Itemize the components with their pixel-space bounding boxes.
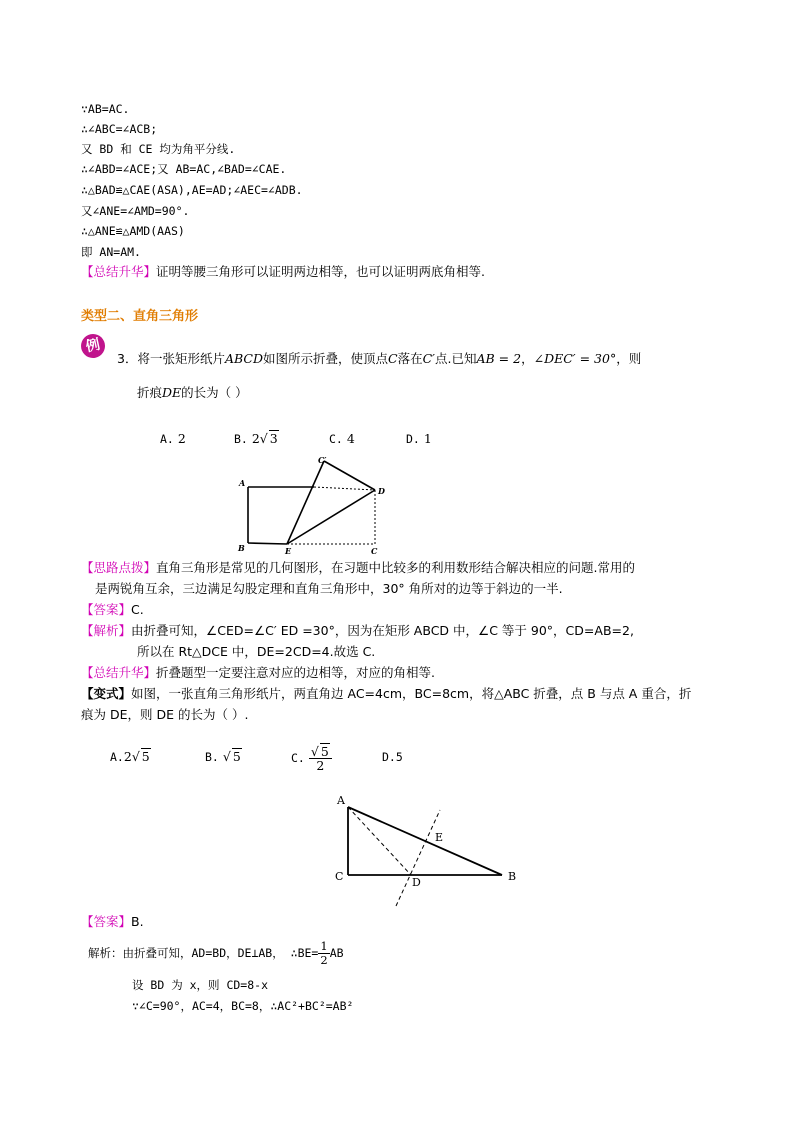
option-a — [160, 431, 186, 447]
edge-c-prime-d — [324, 461, 375, 490]
summary-text: 折叠题型一定要注意对应的边相等，对应的角相等. — [156, 665, 435, 680]
figure-folded-rectangle — [230, 452, 390, 560]
label-b: B — [238, 543, 245, 553]
option-value: 2 — [251, 431, 260, 446]
answer-tag: 【答案】 — [81, 602, 132, 617]
fold-line-de — [396, 810, 440, 906]
option-value: 2 — [177, 431, 186, 446]
edge-ad-dashed — [314, 487, 375, 490]
option-radicand: 5 — [232, 749, 241, 764]
proof-line: ∴△ANE≌△AMD(AAS) — [81, 224, 185, 238]
edge-ec-prime — [287, 461, 324, 544]
proof-line: ∴∠ABD=∠ACE;又 AB=AC,∠BAD=∠CAE. — [81, 162, 287, 176]
proof-line: 又∠ANE=∠AMD=90°. — [81, 204, 190, 218]
fraction-numerator: 1 — [320, 939, 328, 953]
proof-line: 又 BD 和 CE 均为角平分线. — [81, 142, 236, 156]
explanation-tag: 【解析】 — [81, 623, 132, 638]
label-e: E — [435, 831, 444, 844]
label-c: C — [371, 546, 378, 556]
label-b: B — [508, 870, 517, 883]
answer-text: C. — [131, 602, 144, 617]
option-coefficient: 2 — [123, 749, 132, 764]
option-label: A. — [160, 432, 174, 446]
question-number: 3． — [117, 351, 138, 366]
question-text: 落在 — [397, 351, 423, 366]
variant-paragraph — [81, 686, 691, 702]
option-c — [329, 431, 355, 447]
proof-line: ∴∠ABC=∠ACB; — [81, 122, 158, 136]
segment-ad — [348, 807, 411, 875]
variant-option-d — [382, 749, 403, 765]
question-text: 将一张矩形纸片 — [137, 351, 225, 366]
hint-text: 直角三角形是常见的几何图形，在习题中比较多的利用数形结合解决相应的问题.常用的 — [156, 560, 635, 575]
variant-option-a: A.2√ 5 — [110, 749, 150, 764]
solution-line-2: 设 BD 为 x，则 CD=8-x — [132, 978, 269, 992]
math-expr: AB = 2 — [476, 351, 522, 366]
solution-line-1 — [88, 936, 344, 970]
answer-paragraph — [81, 602, 144, 618]
option-value: 4 — [346, 431, 355, 446]
answer-tag: 【答案】 — [81, 914, 132, 929]
question-3-line-2 — [137, 385, 248, 401]
edge-be — [248, 543, 287, 544]
option-value: 5 — [395, 750, 403, 764]
summary-paragraph-2 — [81, 665, 435, 681]
option-value: 1 — [423, 431, 432, 446]
label-c-prime: C′ — [318, 455, 327, 465]
math-var: C — [388, 351, 398, 366]
proof-line: ∴△BAD≌△CAE(ASA),AE=AD;∠AEC=∠ADB. — [81, 183, 303, 197]
label-e: E — [285, 546, 292, 556]
question-text: 如图所示折叠，使顶点 — [263, 351, 389, 366]
variant-option-c — [291, 741, 332, 775]
math-expr: ∠DEC′ = 30° — [533, 351, 617, 366]
option-radicand: 5 — [141, 749, 150, 764]
option-label: B. — [205, 750, 219, 764]
hint-paragraph — [81, 560, 635, 576]
variant-option-b: B. √ 5 — [205, 749, 241, 764]
fraction-denominator: 2 — [320, 953, 328, 967]
summary-paragraph — [81, 264, 485, 280]
math-var: DE — [162, 385, 182, 400]
hint-line-2: 是两锐角互余，三边满足勾股定理和直角三角形中，30° 角所对的边等于斜边的一半. — [95, 581, 563, 596]
variant-tag: 【变式】 — [81, 686, 132, 701]
label-d: D — [378, 486, 385, 496]
option-label: D. — [406, 432, 420, 446]
summary-tag: 【总结升华】 — [81, 665, 157, 680]
variant-text: 如图，一张直角三角形纸片，两直角边 AC=4cm，BC=8cm，将△ABC 折叠，点 B 与点 A 重合，折 — [131, 686, 692, 701]
variant-line-2: 痕为 DE，则 DE 的长为（ ）. — [81, 707, 249, 722]
question-text: ， — [521, 351, 534, 366]
answer-text: B. — [131, 914, 144, 929]
option-label: A. — [110, 750, 124, 764]
proof-line: ∵AB=AC. — [81, 102, 130, 116]
explanation-line-2: 所以在 Rt△DCE 中，DE=2CD=4.故选 C. — [137, 644, 376, 659]
fold-line-de — [287, 490, 375, 544]
option-denominator: 2 — [316, 758, 325, 773]
solution-line-3: ∵∠C=90°，AC=4，BC=8，∴AC²+BC²=AB² — [132, 999, 354, 1013]
proof-line: 即 AN=AM. — [81, 245, 141, 259]
figure-right-triangle — [328, 790, 528, 910]
question-text: 点.已知 — [435, 351, 477, 366]
question-3-line-1 — [117, 351, 641, 367]
option-label: B. — [234, 432, 248, 446]
label-a: A — [337, 794, 345, 807]
side-ab — [348, 807, 502, 875]
summary-text: 证明等腰三角形可以证明两边相等，也可以证明两底角相等. — [156, 264, 485, 279]
answer-paragraph-2 — [81, 914, 144, 930]
option-label: C. — [329, 432, 343, 446]
option-b: B. 2√ 3 — [234, 431, 278, 446]
label-d: D — [412, 876, 421, 889]
label-a: A — [239, 478, 246, 488]
option-label: C. — [291, 751, 305, 765]
solution-text: AB — [329, 946, 344, 960]
option-label: D. — [382, 750, 396, 764]
explanation-paragraph — [81, 623, 634, 639]
fraction — [318, 940, 329, 967]
question-text: 折痕 — [137, 385, 163, 400]
summary-tag: 【总结升华】 — [81, 264, 157, 279]
math-var: ABCD — [224, 351, 263, 366]
math-var: C′ — [422, 351, 436, 366]
option-radicand: 5 — [320, 744, 329, 759]
section-title: 类型二、直角三角形 — [81, 309, 199, 324]
explanation-text: 由折叠可知，∠CED=∠C′ ED =30°，因为在矩形 ABCD 中，∠C 等于 90°，CD=AB=2, — [131, 623, 634, 638]
fraction: $\frac{√ 5}{2}$ — [309, 745, 332, 772]
solution-text: 解析：由折叠可知，AD=BD，DE⊥AB， ∴BE= — [88, 946, 319, 960]
hint-tag: 【思路点拨】 — [81, 560, 157, 575]
option-d — [406, 431, 432, 447]
label-c: C — [335, 870, 344, 883]
option-radicand: 3 — [269, 431, 278, 446]
example-badge: 例 — [79, 332, 107, 360]
question-text: ，则 — [616, 351, 642, 366]
question-text: 的长为（ ） — [181, 385, 248, 400]
